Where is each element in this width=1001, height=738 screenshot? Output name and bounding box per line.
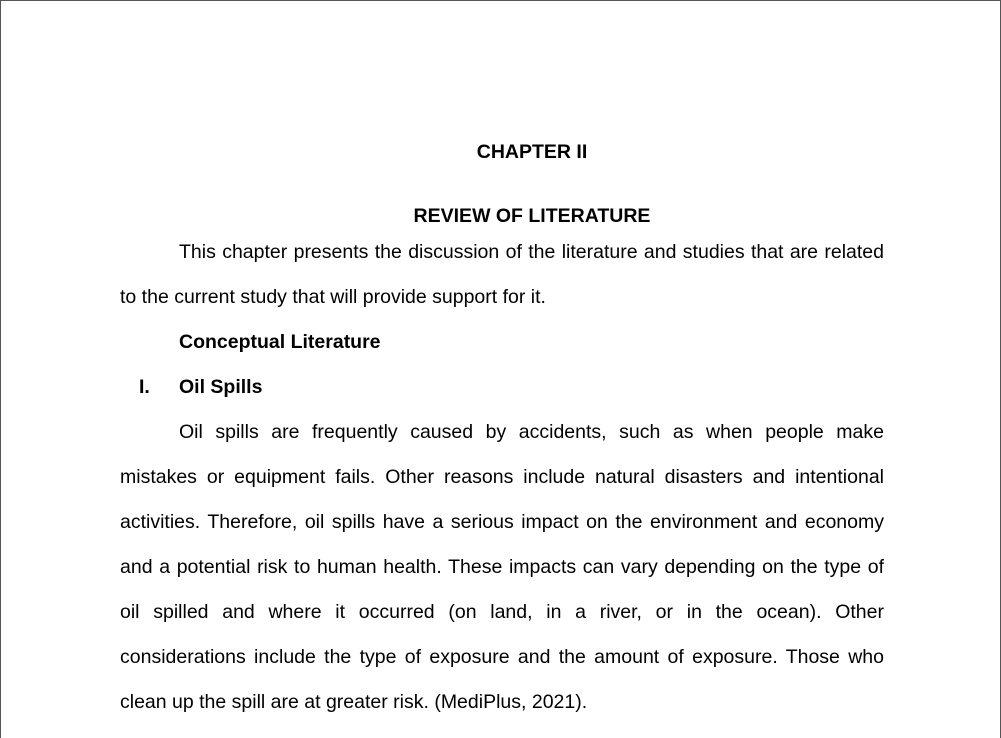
intro-paragraph: This chapter presents the discussion of the literature and studies that are related to the current study that will provide support for it. [120, 241, 884, 308]
page-text-area [120, 138, 884, 725]
body-paragraph: Oil spills are frequently caused by accidents, such as when people make mistakes or equipment fails. Other reasons include natural disasters and intentional activities. Therefore, oil spills have a serious impact on the environment and economy and a potential risk to human health. These impacts can vary depending on the type of oil spilled and where it occurred (on land, in a river, or in the ocean). Other considerations include the type of exposure and the amount of exposure. Those who clean up the spill are at greater risk. (MediPlus, 2021). [120, 421, 884, 713]
topic-title: Oil Spills [179, 376, 263, 398]
chapter-title: CHAPTER II [476, 141, 588, 163]
section-title: REVIEW OF LITERATURE [413, 205, 651, 227]
topic-number: I. [139, 376, 150, 398]
conceptual-literature-heading: Conceptual Literature [179, 331, 381, 353]
topic-heading [120, 365, 884, 410]
